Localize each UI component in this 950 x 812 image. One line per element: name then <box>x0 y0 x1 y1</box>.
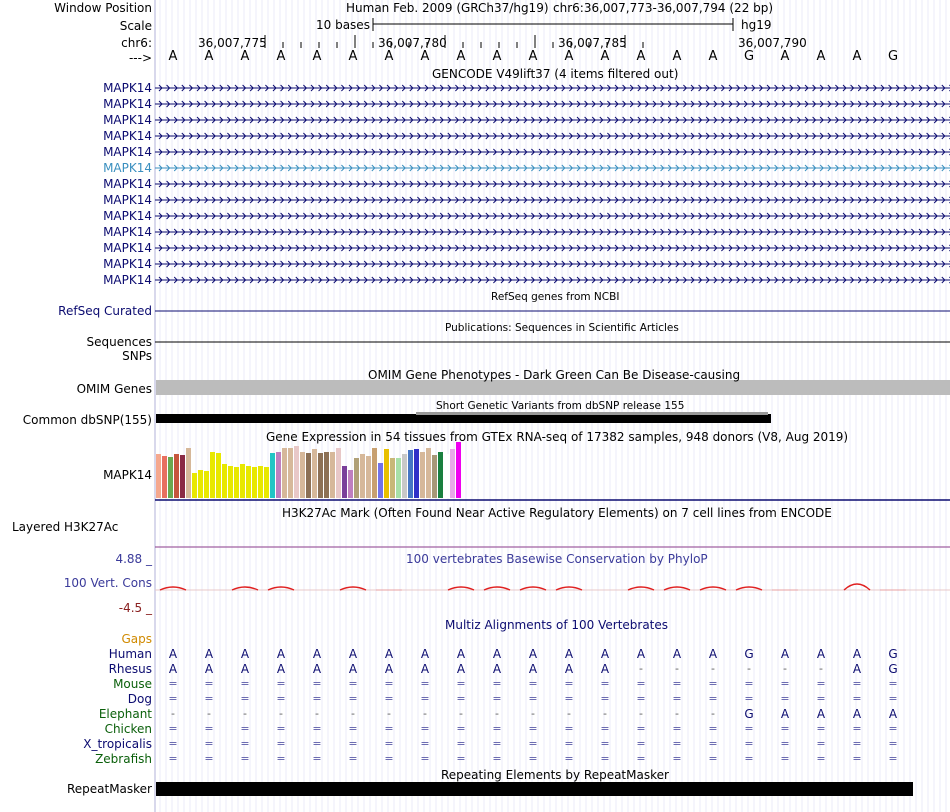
multiz-base: A <box>816 647 826 661</box>
multiz-base: = <box>528 677 538 690</box>
multiz-base: A <box>204 647 214 661</box>
multiz-base: - <box>567 707 571 720</box>
multiz-base: = <box>636 737 646 750</box>
multiz-base: A <box>384 662 394 676</box>
base-letter: A <box>276 49 286 64</box>
scale-db: hg19 <box>741 18 772 32</box>
multiz-base: = <box>600 722 610 735</box>
multiz-base: = <box>420 677 430 690</box>
multiz-base: = <box>384 737 394 750</box>
omim-gene-bar <box>156 380 950 395</box>
multiz-base: = <box>492 737 502 750</box>
multiz-base: A <box>492 662 502 676</box>
gtex-tissue-bar <box>354 458 359 498</box>
multiz-gaps-label: Gaps <box>121 632 152 646</box>
refseq-label[interactable]: RefSeq Curated <box>58 304 152 318</box>
multiz-base: = <box>528 737 538 750</box>
multiz-base: = <box>492 722 502 735</box>
multiz-base: = <box>168 722 178 735</box>
multiz-base: = <box>240 722 250 735</box>
gtex-tissue-bar <box>312 449 317 498</box>
multiz-base: - <box>315 707 319 720</box>
multiz-base: = <box>384 752 394 765</box>
dbsnp-label[interactable]: Common dbSNP(155) <box>22 413 152 427</box>
multiz-base: A <box>312 662 322 676</box>
gencode-gene-label[interactable]: MAPK14 <box>103 177 152 191</box>
multiz-base: = <box>708 722 718 735</box>
multiz-base: = <box>708 692 718 705</box>
base-letter: A <box>348 49 358 64</box>
multiz-title: Multiz Alignments of 100 Vertebrates <box>445 618 669 632</box>
multiz-base: - <box>279 707 283 720</box>
multiz-base: A <box>204 662 214 676</box>
multiz-base: A <box>708 647 718 661</box>
multiz-base: A <box>600 662 610 676</box>
gtex-tissue-bar <box>198 470 203 498</box>
multiz-base: = <box>744 692 754 705</box>
multiz-species-label[interactable]: Elephant <box>98 707 152 721</box>
multiz-base: A <box>564 647 574 661</box>
base-letter: A <box>240 49 250 64</box>
gtex-tissue-bar <box>210 452 215 498</box>
multiz-base: = <box>816 737 826 750</box>
multiz-base: = <box>852 752 862 765</box>
multiz-base: = <box>420 752 430 765</box>
multiz-species-label[interactable]: Rhesus <box>108 662 152 676</box>
multiz-base: = <box>564 677 574 690</box>
multiz-base: - <box>711 707 715 720</box>
strand-label: ---> <box>128 51 152 65</box>
gencode-gene-label[interactable]: MAPK14 <box>103 161 152 175</box>
multiz-base: = <box>816 722 826 735</box>
gtex-tissue-bar <box>450 449 455 498</box>
multiz-base: = <box>780 677 790 690</box>
multiz-base: A <box>852 647 862 661</box>
multiz-base: = <box>816 677 826 690</box>
multiz-base: = <box>636 677 646 690</box>
publications-label-sequences[interactable]: Sequences <box>86 335 152 349</box>
multiz-base: = <box>492 677 502 690</box>
multiz-base: A <box>276 662 286 676</box>
ruler-tick-2: 36,007,780 <box>378 36 447 50</box>
multiz-base: = <box>888 752 898 765</box>
base-letter: A <box>816 49 826 64</box>
multiz-base: A <box>240 662 250 676</box>
base-letter: A <box>564 49 574 64</box>
multiz-base: - <box>747 662 751 675</box>
gtex-tissue-bar <box>258 466 263 498</box>
window-position-label: Window Position <box>54 1 152 15</box>
multiz-base: = <box>312 722 322 735</box>
multiz-base: = <box>456 677 466 690</box>
multiz-base: = <box>492 752 502 765</box>
multiz-base: - <box>531 707 535 720</box>
gencode-gene-label[interactable]: MAPK14 <box>103 257 152 271</box>
multiz-base: A <box>348 647 358 661</box>
multiz-base: = <box>564 692 574 705</box>
repeatmasker-element-bar <box>156 782 913 796</box>
multiz-base: = <box>888 737 898 750</box>
multiz-species-label[interactable]: Dog <box>127 692 152 706</box>
base-letter: A <box>600 49 610 64</box>
multiz-base: = <box>204 692 214 705</box>
multiz-base: A <box>672 647 682 661</box>
base-letter: A <box>420 49 430 64</box>
gtex-tissue-bar <box>222 464 227 498</box>
multiz-base: = <box>168 677 178 690</box>
multiz-base: = <box>312 677 322 690</box>
multiz-base: = <box>420 722 430 735</box>
gtex-tissue-bar <box>378 463 383 498</box>
gencode-gene-label[interactable]: MAPK14 <box>103 129 152 143</box>
multiz-base: = <box>420 737 430 750</box>
ruler-tick-1: 36,007,775 <box>198 36 267 50</box>
multiz-base: = <box>888 677 898 690</box>
gencode-gene-label[interactable]: MAPK14 <box>103 145 152 159</box>
multiz-base: = <box>312 692 322 705</box>
gtex-title: Gene Expression in 54 tissues from GTEx RNA-seq of 17382 samples, 948 donors (V8, Aug 2019) <box>266 430 849 444</box>
gtex-tissue-bar <box>408 450 413 498</box>
gtex-tissue-bar <box>432 455 437 498</box>
gtex-tissue-bar <box>264 467 269 498</box>
gencode-gene-label[interactable]: MAPK14 <box>103 81 152 95</box>
multiz-base: G <box>888 647 898 661</box>
multiz-base: A <box>348 662 358 676</box>
multiz-base: = <box>852 722 862 735</box>
multiz-base: - <box>243 707 247 720</box>
multiz-base: A <box>456 647 466 661</box>
gtex-tissue-bar <box>246 466 251 498</box>
multiz-base: = <box>384 692 394 705</box>
omim-label[interactable]: OMIM Genes <box>76 382 152 396</box>
multiz-base: A <box>852 707 862 721</box>
gtex-tissue-bar <box>390 458 395 498</box>
gtex-tissue-bar <box>270 453 275 498</box>
multiz-base: A <box>852 662 862 676</box>
multiz-base: = <box>240 737 250 750</box>
phylop-score-peak <box>844 584 870 590</box>
base-letter: A <box>492 49 502 64</box>
gtex-tissue-bar <box>228 466 233 498</box>
phylop-title: 100 vertebrates Basewise Conservation by PhyloP <box>406 552 708 566</box>
base-letter: A <box>672 49 682 64</box>
multiz-base: = <box>744 722 754 735</box>
multiz-base: - <box>351 707 355 720</box>
multiz-base: = <box>852 692 862 705</box>
publications-title: Publications: Sequences in Scientific Articles <box>445 322 679 334</box>
multiz-base: = <box>708 677 718 690</box>
multiz-species-label[interactable]: Chicken <box>104 722 152 736</box>
ruler-tick-4: 36,007,790 <box>738 36 807 50</box>
multiz-base: A <box>456 662 466 676</box>
multiz-species-label[interactable]: Zebrafish <box>95 752 152 766</box>
multiz-base: = <box>168 692 178 705</box>
gtex-tissue-bar <box>216 453 221 498</box>
multiz-base: = <box>780 692 790 705</box>
gtex-tissue-bar <box>372 448 377 498</box>
multiz-base: = <box>348 737 358 750</box>
position-range[interactable]: chr6:36,007,773-36,007,794 (22 bp) <box>553 1 774 15</box>
multiz-species-label[interactable]: X_tropicalis <box>83 737 152 751</box>
multiz-base: = <box>780 737 790 750</box>
multiz-base: A <box>780 647 790 661</box>
multiz-base: - <box>423 707 427 720</box>
multiz-base: = <box>564 722 574 735</box>
multiz-base: A <box>420 662 430 676</box>
base-letter: A <box>636 49 646 64</box>
multiz-base: = <box>204 722 214 735</box>
gencode-gene-label[interactable]: MAPK14 <box>103 193 152 207</box>
multiz-base: A <box>636 647 646 661</box>
multiz-base: A <box>528 647 538 661</box>
multiz-base: = <box>348 677 358 690</box>
gtex-tissue-bar <box>360 454 365 498</box>
multiz-base: A <box>888 707 898 721</box>
gencode-gene-label[interactable]: MAPK14 <box>103 113 152 127</box>
multiz-base: = <box>492 692 502 705</box>
refseq-title: RefSeq genes from NCBI <box>491 291 620 303</box>
scale-text: 10 bases <box>316 18 370 32</box>
multiz-base: = <box>240 677 250 690</box>
multiz-base: = <box>672 722 682 735</box>
multiz-base: = <box>348 692 358 705</box>
multiz-base: - <box>207 707 211 720</box>
gtex-tissue-bar <box>186 448 191 498</box>
multiz-base: = <box>528 692 538 705</box>
multiz-base: = <box>600 677 610 690</box>
multiz-base: A <box>276 647 286 661</box>
omim-title: OMIM Gene Phenotypes - Dark Green Can Be Disease-causing <box>368 368 741 382</box>
multiz-base: = <box>744 752 754 765</box>
multiz-base: G <box>744 647 754 661</box>
gtex-tissue-bar <box>300 452 305 498</box>
multiz-base: - <box>171 707 175 720</box>
gtex-tissue-bar <box>384 449 389 498</box>
multiz-base: A <box>384 647 394 661</box>
multiz-base: - <box>639 707 643 720</box>
multiz-base: = <box>744 677 754 690</box>
gtex-tissue-bar <box>156 454 161 498</box>
multiz-base: = <box>780 722 790 735</box>
phylop-min-label: -4.5 _ <box>118 601 152 615</box>
ruler-tick-3: 36,007,785 <box>558 36 627 50</box>
repeatmasker-label[interactable]: RepeatMasker <box>66 782 152 796</box>
multiz-base: = <box>672 737 682 750</box>
gtex-tissue-bar <box>318 453 323 498</box>
multiz-base: = <box>168 737 178 750</box>
multiz-base: = <box>420 692 430 705</box>
base-letter: A <box>204 49 214 64</box>
base-letter: A <box>312 49 322 64</box>
multiz-base: = <box>240 752 250 765</box>
multiz-base: = <box>168 752 178 765</box>
multiz-base: = <box>744 737 754 750</box>
multiz-base: - <box>459 707 463 720</box>
gencode-gene-label[interactable]: MAPK14 <box>103 241 152 255</box>
gtex-tissue-bar <box>402 454 407 498</box>
multiz-base: - <box>603 707 607 720</box>
base-letter: A <box>528 49 538 64</box>
multiz-base: - <box>639 662 643 675</box>
multiz-base: = <box>816 692 826 705</box>
multiz-base: = <box>276 722 286 735</box>
multiz-base: = <box>312 752 322 765</box>
chrom-label: chr6: <box>121 36 152 50</box>
multiz-base: - <box>783 662 787 675</box>
multiz-base: A <box>780 707 790 721</box>
multiz-base: A <box>564 662 574 676</box>
multiz-base: - <box>675 707 679 720</box>
multiz-base: A <box>312 647 322 661</box>
multiz-base: = <box>204 677 214 690</box>
multiz-base: = <box>636 722 646 735</box>
multiz-base: = <box>312 737 322 750</box>
base-letter: G <box>888 49 899 64</box>
multiz-base: = <box>780 752 790 765</box>
multiz-base: = <box>672 677 682 690</box>
gencode-gene-label[interactable]: MAPK14 <box>103 97 152 111</box>
multiz-base: = <box>348 752 358 765</box>
gtex-tissue-bar <box>174 454 179 498</box>
multiz-base: = <box>528 752 538 765</box>
multiz-species-label[interactable]: Mouse <box>113 677 152 691</box>
multiz-base: = <box>600 737 610 750</box>
gtex-tissue-bar <box>240 464 245 498</box>
gencode-gene-label[interactable]: MAPK14 <box>103 209 152 223</box>
gencode-gene-label[interactable]: MAPK14 <box>103 225 152 239</box>
multiz-base: - <box>711 662 715 675</box>
multiz-base: = <box>636 752 646 765</box>
multiz-base: = <box>672 692 682 705</box>
multiz-base: = <box>708 752 718 765</box>
phylop-label[interactable]: 100 Vert. Cons <box>63 576 152 590</box>
multiz-base: = <box>564 737 574 750</box>
base-letter: A <box>384 49 394 64</box>
gtex-tissue-bar <box>252 467 257 498</box>
scale-label: Scale <box>119 19 152 33</box>
multiz-base: A <box>528 662 538 676</box>
gtex-tissue-bar <box>348 470 353 498</box>
multiz-base: = <box>888 722 898 735</box>
gtex-tissue-bar <box>276 452 281 498</box>
multiz-base: A <box>168 647 178 661</box>
multiz-base: = <box>852 737 862 750</box>
multiz-base: = <box>348 722 358 735</box>
multiz-species-label[interactable]: Human <box>108 647 152 661</box>
base-letter: A <box>708 49 718 64</box>
phylop-max-label: 4.88 _ <box>115 552 152 566</box>
multiz-base: = <box>888 692 898 705</box>
multiz-base: = <box>240 692 250 705</box>
multiz-base: - <box>387 707 391 720</box>
gtex-tissue-bar <box>456 442 461 498</box>
gtex-label[interactable]: MAPK14 <box>103 468 152 482</box>
multiz-base: = <box>600 752 610 765</box>
multiz-base: A <box>240 647 250 661</box>
gtex-tissue-bar <box>306 453 311 498</box>
multiz-base: = <box>636 692 646 705</box>
multiz-base: = <box>384 722 394 735</box>
gtex-tissue-bar <box>192 473 197 498</box>
multiz-base: G <box>888 662 898 676</box>
multiz-base: = <box>456 692 466 705</box>
dbsnp-title: Short Genetic Variants from dbSNP release 155 <box>436 400 685 412</box>
gtex-tissue-bar <box>426 448 431 498</box>
base-letter: A <box>456 49 466 64</box>
multiz-base: = <box>456 737 466 750</box>
multiz-base: = <box>384 677 394 690</box>
multiz-base: = <box>276 752 286 765</box>
multiz-base: - <box>819 662 823 675</box>
gtex-tissue-bar <box>396 458 401 498</box>
h3k27ac-title: H3K27Ac Mark (Often Found Near Active Regulatory Elements) on 7 cell lines from ENCODE <box>282 506 832 520</box>
multiz-base: = <box>672 752 682 765</box>
gtex-tissue-bar <box>342 466 347 498</box>
multiz-base: = <box>276 692 286 705</box>
base-letter: A <box>852 49 862 64</box>
base-letter: G <box>744 49 755 64</box>
multiz-base: = <box>816 752 826 765</box>
gencode-title: GENCODE V49lift37 (4 items filtered out) <box>432 67 679 81</box>
repeatmasker-title: Repeating Elements by RepeatMasker <box>441 768 669 782</box>
multiz-base: = <box>204 737 214 750</box>
gtex-tissue-bar <box>438 452 443 498</box>
multiz-base: A <box>816 707 826 721</box>
gtex-tissue-bar <box>180 455 185 498</box>
gtex-tissue-bar <box>294 446 299 498</box>
base-letter: A <box>168 49 178 64</box>
multiz-base: = <box>564 752 574 765</box>
gtex-tissue-bar <box>414 449 419 498</box>
multiz-base: = <box>852 677 862 690</box>
gtex-tissue-bar <box>336 448 341 498</box>
gtex-tissue-bar <box>282 448 287 498</box>
gtex-tissue-bar <box>288 448 293 498</box>
multiz-base: G <box>744 707 754 721</box>
h3k27ac-label[interactable]: Layered H3K27Ac <box>12 520 119 534</box>
assembly-name: Human Feb. 2009 (GRCh37/hg19) <box>346 1 549 15</box>
multiz-base: - <box>675 662 679 675</box>
gtex-tissue-bar <box>444 454 449 498</box>
multiz-base: A <box>168 662 178 676</box>
gtex-tissue-bar <box>204 471 209 498</box>
gtex-tissue-bar <box>234 467 239 498</box>
gtex-tissue-bar <box>366 456 371 498</box>
multiz-base: = <box>276 737 286 750</box>
multiz-base: = <box>600 692 610 705</box>
gtex-tissue-bar <box>168 457 173 498</box>
multiz-base: = <box>708 737 718 750</box>
publications-label-snps[interactable]: SNPs <box>122 349 152 363</box>
multiz-base: A <box>492 647 502 661</box>
multiz-base: A <box>420 647 430 661</box>
dbsnp-variant-bar <box>156 414 771 423</box>
gtex-tissue-bar <box>324 452 329 498</box>
base-letter: A <box>780 49 790 64</box>
multiz-base: = <box>456 722 466 735</box>
gtex-tissue-bar <box>420 452 425 498</box>
gtex-tissue-bar <box>162 456 167 498</box>
multiz-base: = <box>528 722 538 735</box>
gencode-gene-label[interactable]: MAPK14 <box>103 273 152 287</box>
gtex-tissue-bar <box>330 452 335 498</box>
multiz-base: - <box>495 707 499 720</box>
multiz-base: = <box>204 752 214 765</box>
multiz-base: = <box>456 752 466 765</box>
multiz-base: A <box>600 647 610 661</box>
multiz-base: = <box>276 677 286 690</box>
